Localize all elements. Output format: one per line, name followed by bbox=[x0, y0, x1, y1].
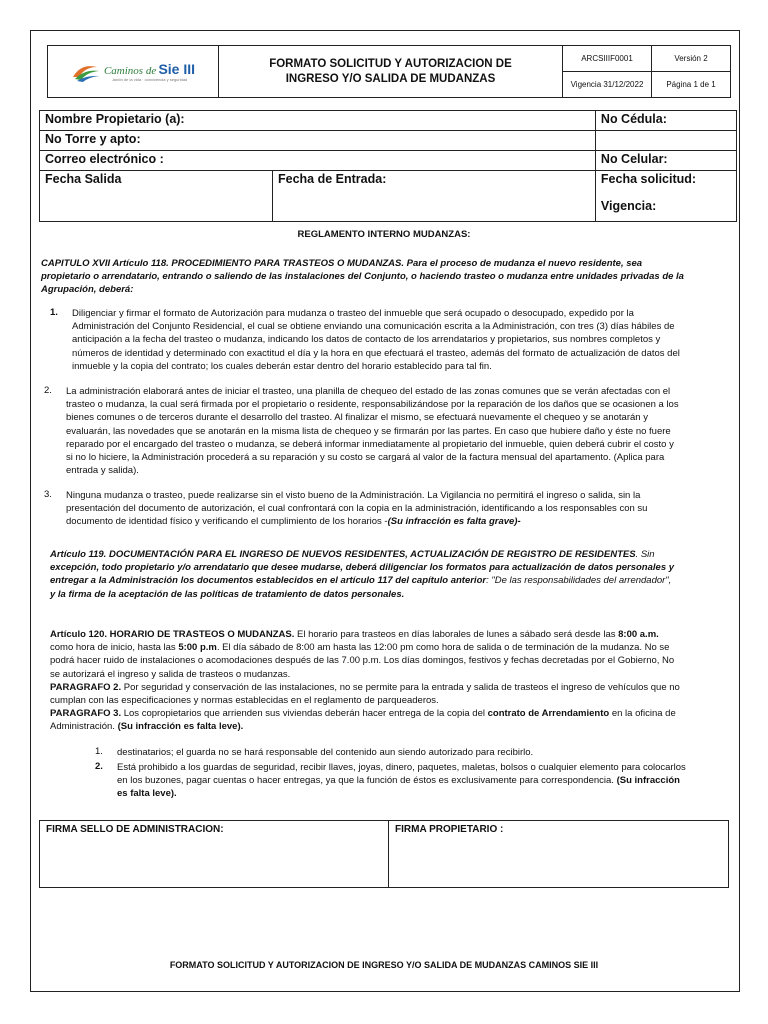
item-line: bienes comunes o de terceros durante el desarrollo del trasteo. Al finalizar el mismo, se efectuará nuevamente el chequeo y se anotarán y bbox=[66, 412, 648, 424]
document-version: Versión 2 bbox=[652, 46, 731, 72]
item-line: reparado por el encargado del trasteo o mudanza, se deberá informar inmediatamente al propietario del inmueble, quien deberá cubrir el costo y bbox=[66, 438, 674, 450]
art120-line: como hora de inicio, hasta las bbox=[50, 642, 179, 654]
art120-time: 5:00 p.m bbox=[178, 642, 217, 654]
item-3 bbox=[66, 489, 746, 529]
sub-item-infraction: es falta leve). bbox=[117, 788, 177, 800]
signature-table bbox=[39, 820, 729, 888]
art119-line: Artículo 119. DOCUMENTACIÓN PARA EL INGRESO DE NUEVOS RESIDENTES, ACTUALIZACIÓN DE REGISTRO DE RESIDENTES bbox=[50, 549, 636, 560]
paragraph-3-text: Los copropietarios que arrienden sus viviendas deberán hacer entrega de la copia del bbox=[121, 708, 488, 720]
chapter-paragraph bbox=[41, 257, 746, 297]
admin-signature-box[interactable]: FIRMA SELLO DE ADMINISTRACION: bbox=[40, 821, 389, 888]
sub-item-number: 2. bbox=[95, 761, 103, 772]
item-line: Ninguna mudanza o trasteo, puede realizarse sin el visto bueno de la Administración. La Vigilancia no permitirá el ingreso o salida, sin la bbox=[66, 490, 641, 501]
paragraph-2-text: cumplan con las especificaciones y normas establecidas en el reglamento de parqueaderos. bbox=[50, 695, 439, 707]
item-line: trasteo o mudanza, la cual será firmada por el propietario o residente, responsabilizándose por la reparación de los daños que se ocasionen a los bbox=[66, 399, 679, 411]
vigencia-field[interactable]: Vigencia: bbox=[600, 199, 657, 213]
art119-line: excepción, todo propietario y/o arrendatario que desee mudarse, deberá diligenciar los formatos para actualización de datos personales y bbox=[50, 562, 675, 574]
logo-sie: Sie III bbox=[158, 61, 196, 77]
owner-name-field[interactable]: Nombre Propietario (a): bbox=[40, 111, 596, 131]
paragraph-3-bold: contrato de Arrendamiento bbox=[487, 708, 610, 720]
item-number: 3. bbox=[44, 489, 52, 500]
item-number: 2. bbox=[44, 385, 52, 396]
tower-apt-extra[interactable] bbox=[595, 131, 736, 151]
regulation-title: REGLAMENTO INTERNO MUDANZAS: bbox=[297, 229, 471, 240]
paragraph-3-infraction: (Su infracción es falta leve). bbox=[117, 721, 244, 733]
document-footer: FORMATO SOLICITUD Y AUTORIZACION DE INGRESO Y/O SALIDA DE MUDANZAS CAMINOS SIE III bbox=[169, 960, 599, 970]
logo-brand: Caminos de bbox=[103, 65, 157, 77]
article-119 bbox=[50, 548, 740, 601]
sub-item-line: en los buzones, pagar cuentas o hacer entregas, ya que la función de éstos es exclusivamente para correspondencia. bbox=[117, 775, 617, 787]
logo bbox=[48, 46, 219, 98]
owner-signature-box[interactable]: FIRMA PROPIETARIO : bbox=[389, 821, 729, 888]
logo-swoosh-icon bbox=[71, 61, 101, 83]
item-line: La administración elaborará antes de iniciar el trasteo, una planilla de chequeo del estado de las zonas comunes que se verán afectadas con el bbox=[66, 386, 671, 397]
chapter-line: CAPITULO XVII Artículo 118. PROCEDIMIENTO PARA TRASTEOS O MUDANZAS. Para el proceso de mudanza el nuevo residente, sea bbox=[41, 258, 643, 269]
sub-item-infraction: (Su infracción bbox=[616, 775, 680, 787]
document-header bbox=[47, 45, 731, 98]
art119-line: entregar a la Administración los documentos establecidos en el artículo 117 del capítulo anterior bbox=[50, 575, 487, 587]
exit-date-field[interactable]: Fecha Salida bbox=[40, 171, 273, 222]
item-line: presentación del documento de autorización, el cual confrontará con la copia en la administración, identificando a los responsables con su bbox=[66, 503, 648, 515]
sub-item-1: destinatarios; el guarda no se hará responsable del contenido aun siendo autorizado para recibirlo. bbox=[117, 747, 534, 758]
document-page: Página 1 de 1 bbox=[652, 72, 731, 98]
document-validity: Vigencia 31/12/2022 bbox=[563, 72, 652, 98]
item-line: documento de identidad físico y verificando el cumplimiento de los horarios - bbox=[66, 516, 388, 528]
logo-tagline: Jardín de la vida · convivencia y seguridad bbox=[111, 77, 188, 82]
paragraph-3-text: en la oficina de bbox=[609, 708, 676, 720]
item-line: Diligenciar y firmar el formato de Autorización para mudanza o trasteo del inmueble que será ocupado o desocupado, expedido por la bbox=[72, 308, 634, 319]
chapter-line: propietario o arrendatario, entrando o saliendo de las instalaciones del Conjunto, o haciendo trasteo o mudanza entre unidades privadas de la bbox=[41, 271, 684, 283]
sub-item-2 bbox=[117, 761, 737, 801]
title-line-1: FORMATO SOLICITUD Y AUTORIZACION DE bbox=[269, 57, 512, 70]
item-line: inmueble y la copia del contrato; los cuales deberán estar dentro del horario establecido para tal fin. bbox=[72, 360, 492, 372]
item-1 bbox=[72, 307, 742, 373]
sub-item-number: 1. bbox=[95, 746, 103, 757]
document-code: ARCSIIIF0001 bbox=[563, 46, 652, 72]
cell-field[interactable]: No Celular: bbox=[595, 151, 736, 171]
document-title bbox=[219, 46, 563, 98]
chapter-line: Agrupación, deberá: bbox=[41, 284, 134, 296]
item-number: 1. bbox=[50, 307, 58, 318]
tower-apt-field[interactable]: No Torre y apto: bbox=[40, 131, 596, 151]
art119-line: . Sin bbox=[635, 549, 655, 560]
article-120 bbox=[50, 628, 740, 734]
title-line-2: INGRESO Y/O SALIDA DE MUDANZAS bbox=[285, 72, 496, 85]
item-line: evaluarán, las novedades que se anotarán en la misma lista de chequeo y se firmarán por las partes. En caso que hubiere daño y éste no fuere bbox=[66, 425, 671, 437]
request-date-field[interactable]: Fecha solicitud: bbox=[600, 172, 697, 186]
art119-line: : "De las responsabilidades del arrendador", bbox=[486, 575, 672, 587]
id-number-field[interactable]: No Cédula: bbox=[595, 111, 736, 131]
paragraph-3-text: Administración. bbox=[50, 721, 118, 733]
art120-time: 8:00 a.m. bbox=[618, 629, 659, 640]
item-line: si no lo hiciere, la Administración procederá a su reparación y su costo se cargará al valor de la factura mensual del apartamento. (Aplica para bbox=[66, 452, 665, 464]
entry-date-field[interactable]: Fecha de Entrada: bbox=[273, 171, 596, 222]
email-field[interactable]: Correo electrónico : bbox=[40, 151, 596, 171]
art120-line: El horario para trasteos en días laborales de lunes a sábado será desde las bbox=[294, 629, 619, 640]
paragraph-2-text: Por seguridad y conservación de las instalaciones, no se permite para la entrada y salida de trasteos el ingreso de vehículos que no bbox=[121, 681, 680, 693]
item-2 bbox=[66, 385, 746, 477]
art120-heading: Artículo 120. HORARIO DE TRASTEOS O MUDANZAS. bbox=[50, 629, 295, 640]
art120-line: se autorizará el ingreso y salida de trasteos o mudanzas. bbox=[50, 668, 291, 680]
item-line: Administración del Conjunto Residencial, el cual se obtiene enviando una comunicación escrita a la Administración, con tres (3) días hábiles de bbox=[72, 321, 675, 333]
paragraph-3-heading: PARAGRAFO 3. bbox=[50, 708, 122, 720]
item-line: entrada y salida). bbox=[66, 465, 139, 477]
paragraph-2-heading: PARAGRAFO 2. bbox=[50, 681, 122, 693]
item-line: números de identidad y determinado con exactitud el día y la hora en que efectuará el trasteo, además del formato de actualización de datos del bbox=[72, 347, 680, 359]
owner-form bbox=[39, 110, 737, 222]
art120-line: . El día sábado de 8:00 am hasta las 12:00 pm como hora de salida o de terminación de la mudanza. No se bbox=[216, 642, 670, 654]
item-line: anticipación a la fecha del trasteo o mudanza, indicando los datos de contacto de los arrendatarios y propietarios, sus nombres completos y bbox=[72, 334, 661, 346]
sub-item-line: Está prohibido a los guardas de seguridad, recibir llaves, joyas, dinero, paquetes, maletas, bolsos o cualquier elemento para colocarlos bbox=[117, 762, 686, 773]
item-3-infraction: (Su infracción es falta grave)- bbox=[387, 516, 521, 528]
art120-line: podrá hacer ruido de instalaciones o acomodaciones después de las 7.00 p.m. Los días domingos, festivos y fechas decretadas por el Gobierno, No bbox=[50, 655, 675, 667]
art119-line: y la firma de la aceptación de las políticas de tratamiento de datos personales. bbox=[50, 588, 405, 600]
